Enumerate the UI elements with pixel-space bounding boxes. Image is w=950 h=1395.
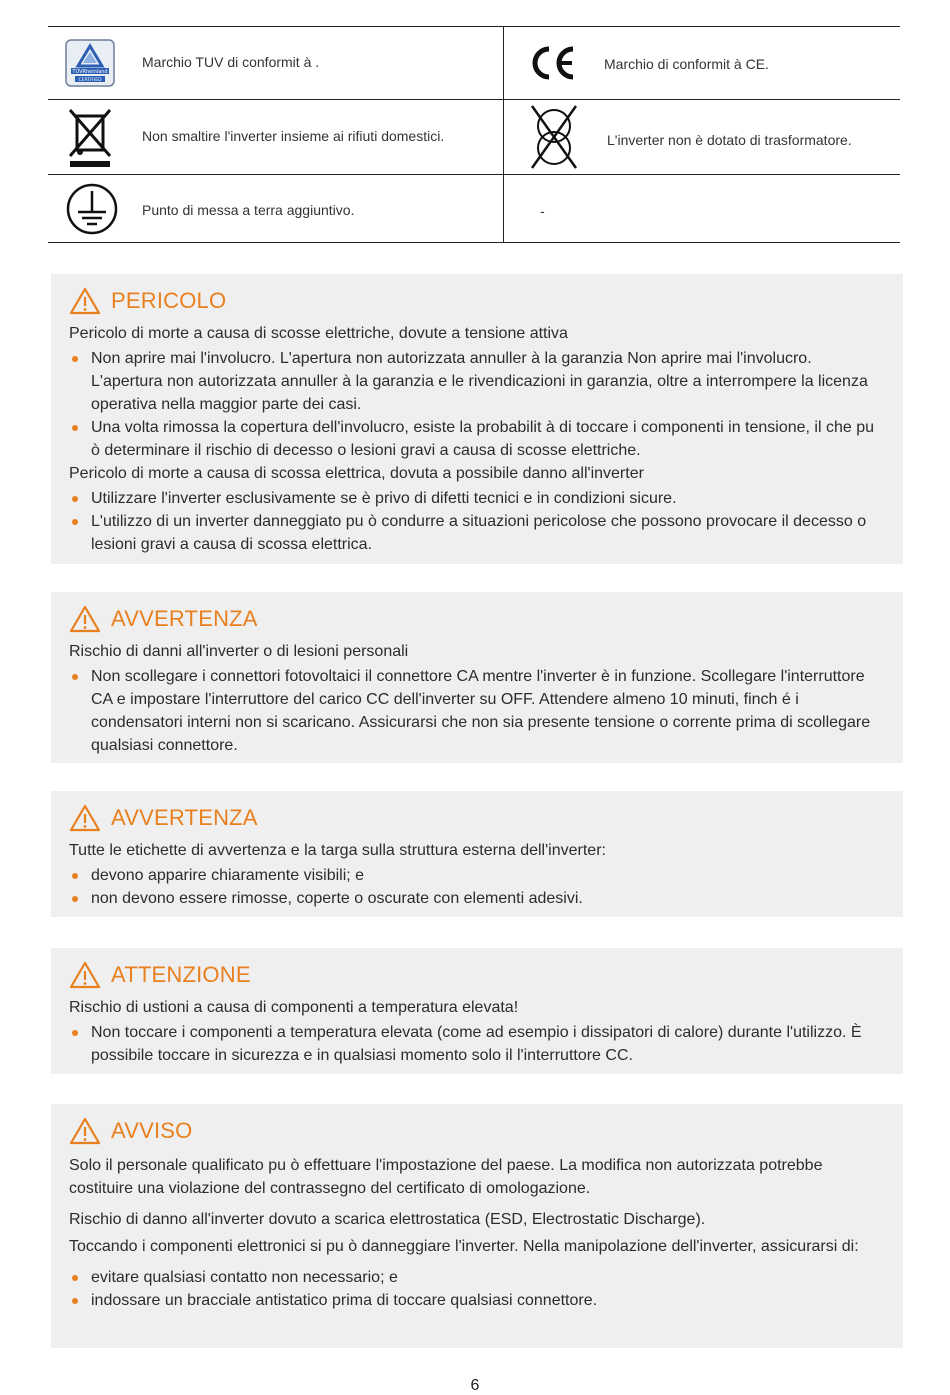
symbols-row xyxy=(48,27,900,100)
symbols-row xyxy=(48,175,900,242)
crossed-out-wheelie-bin-icon xyxy=(66,106,114,168)
list-item: L'utilizzo di un inverter danneggiato pu ò condurre a situazioni pericolose che possono provocare il decesso o lesioni gravi a causa di scossa elettrica. xyxy=(69,510,885,556)
notice-list xyxy=(69,1266,885,1312)
warning-list xyxy=(69,665,885,757)
list-item: devono apparire chiaramente visibili; e xyxy=(69,864,885,887)
page-number: 6 xyxy=(470,1377,480,1394)
symbol-cell xyxy=(504,27,900,99)
warning-triangle-icon xyxy=(69,605,101,633)
list-item: Utilizzare l'inverter esclusivamente se è privo di difetti tecnici e in condizioni sicure. xyxy=(69,487,885,510)
ce-mark-label: Marchio di conformit à CE. xyxy=(604,56,769,72)
danger-list-1 xyxy=(69,347,885,462)
notice-para-1: Solo il personale qualificato pu ò effettuare l'impostazione del paese. La modifica non autorizzata potrebbe costituire una violazione del contrassegno del certificato di omologazione. xyxy=(69,1157,823,1197)
list-item: Non toccare i componenti a temperatura elevata (come ad esempio i dissipatori di calore) durante l'utilizzo. È possibile toccare in sicurezza e in qualsiasi momento solo il l'interruttore CC. xyxy=(69,1021,885,1067)
symbol-cell xyxy=(48,27,504,99)
symbols-row xyxy=(48,100,900,175)
warning-title: AVVERTENZA xyxy=(111,805,258,830)
danger-box xyxy=(51,274,903,564)
caution-intro: Rischio di ustioni a causa di componenti a temperatura elevata! xyxy=(69,999,519,1016)
empty-cell-dash: - xyxy=(540,203,545,219)
notice-para-3: Toccando i componenti elettronici si pu ò danneggiare l'inverter. Nella manipolazione dell'inverter, assicurarsi di: xyxy=(69,1238,859,1255)
caution-title: ATTENZIONE xyxy=(111,962,251,987)
list-item: Una volta rimossa la copertura dell'involucro, esiste la probabilit à di toccare i componenti in tensione, il che pu ò determinare il rischio di decesso o lesioni gravi a causa di scosse elettriche. xyxy=(69,416,885,462)
warning-intro: Rischio di danni all'inverter o di lesioni personali xyxy=(69,643,409,660)
protective-earth-ground-icon xyxy=(66,183,118,235)
warning-triangle-icon xyxy=(69,961,101,989)
danger-title: PERICOLO xyxy=(111,288,227,313)
no-transformer-icon xyxy=(528,104,580,170)
caution-list xyxy=(69,1021,885,1067)
symbol-cell xyxy=(504,175,900,242)
caution-box xyxy=(51,948,903,1074)
list-item: non devono essere rimosse, coperte o oscurate con elementi adesivi. xyxy=(69,887,885,910)
ground-point-label: Punto di messa a terra aggiuntivo. xyxy=(142,202,355,218)
symbol-cell xyxy=(48,100,504,174)
list-item: Non aprire mai l'involucro. L'apertura non autorizzata annuller à la garanzia Non aprire mai l'involucro. L'apertura non autorizzata annuller à la garanzia e le rivendicazioni in garanzia, oltre a interrompere la licenza operativa nella maggior parte dei casi. xyxy=(69,347,885,416)
symbol-cell xyxy=(48,175,504,242)
warning-title: AVVERTENZA xyxy=(111,606,258,631)
tuv-rheinland-certified-icon xyxy=(64,39,116,87)
no-transformer-label: L'inverter non è dotato di trasformatore. xyxy=(607,132,852,148)
warning-list xyxy=(69,864,885,910)
tuv-mark-label: Marchio TUV di conformit à . xyxy=(142,54,320,70)
symbol-cell xyxy=(504,100,900,174)
danger-second-intro: Pericolo di morte a causa di scossa elettrica, dovuta a possibile danno all'inverter xyxy=(69,465,644,482)
notice-box xyxy=(51,1104,903,1348)
notice-title: AVVISO xyxy=(111,1118,193,1143)
tuv-logo-sub: CERTIFIED xyxy=(78,78,102,83)
list-item: indossare un bracciale antistatico prima di toccare qualsiasi connettore. xyxy=(69,1289,885,1312)
list-item: Non scollegare i connettori fotovoltaici il connettore CA mentre l'inverter è in funzione. Scollegare l'interruttore CA e impostare l'interruttore del carico CC dell'inverter su OFF. Attendere almeno 10 minuti, finch é i condensatori interni non si scaricano. Assicurarsi che non sia presente tensione o corrente prima di scollegare qualsiasi connettore. xyxy=(69,665,885,757)
danger-intro: Pericolo di morte a causa di scosse elettriche, dovute a tensione attiva xyxy=(69,325,568,342)
warning-box-1 xyxy=(51,592,903,763)
warning-box-2 xyxy=(51,791,903,917)
tuv-logo-text: TÜVRheinland xyxy=(72,69,108,75)
warning-intro: Tutte le etichette di avvertenza e la targa sulla struttura esterna dell'inverter: xyxy=(69,842,606,859)
warning-triangle-icon xyxy=(69,287,101,315)
warning-triangle-icon xyxy=(69,804,101,832)
notice-para-2: Rischio di danno all'inverter dovuto a scarica elettrostatica (ESD, Electrostatic Discharge). xyxy=(69,1211,706,1228)
warning-triangle-icon xyxy=(69,1117,101,1145)
disposal-label: Non smaltire l'inverter insieme ai rifiuti domestici. xyxy=(142,128,445,144)
symbols-table xyxy=(48,26,900,243)
ce-mark-icon xyxy=(526,41,578,85)
danger-list-2 xyxy=(69,487,885,556)
list-item: evitare qualsiasi contatto non necessario; e xyxy=(69,1266,885,1289)
